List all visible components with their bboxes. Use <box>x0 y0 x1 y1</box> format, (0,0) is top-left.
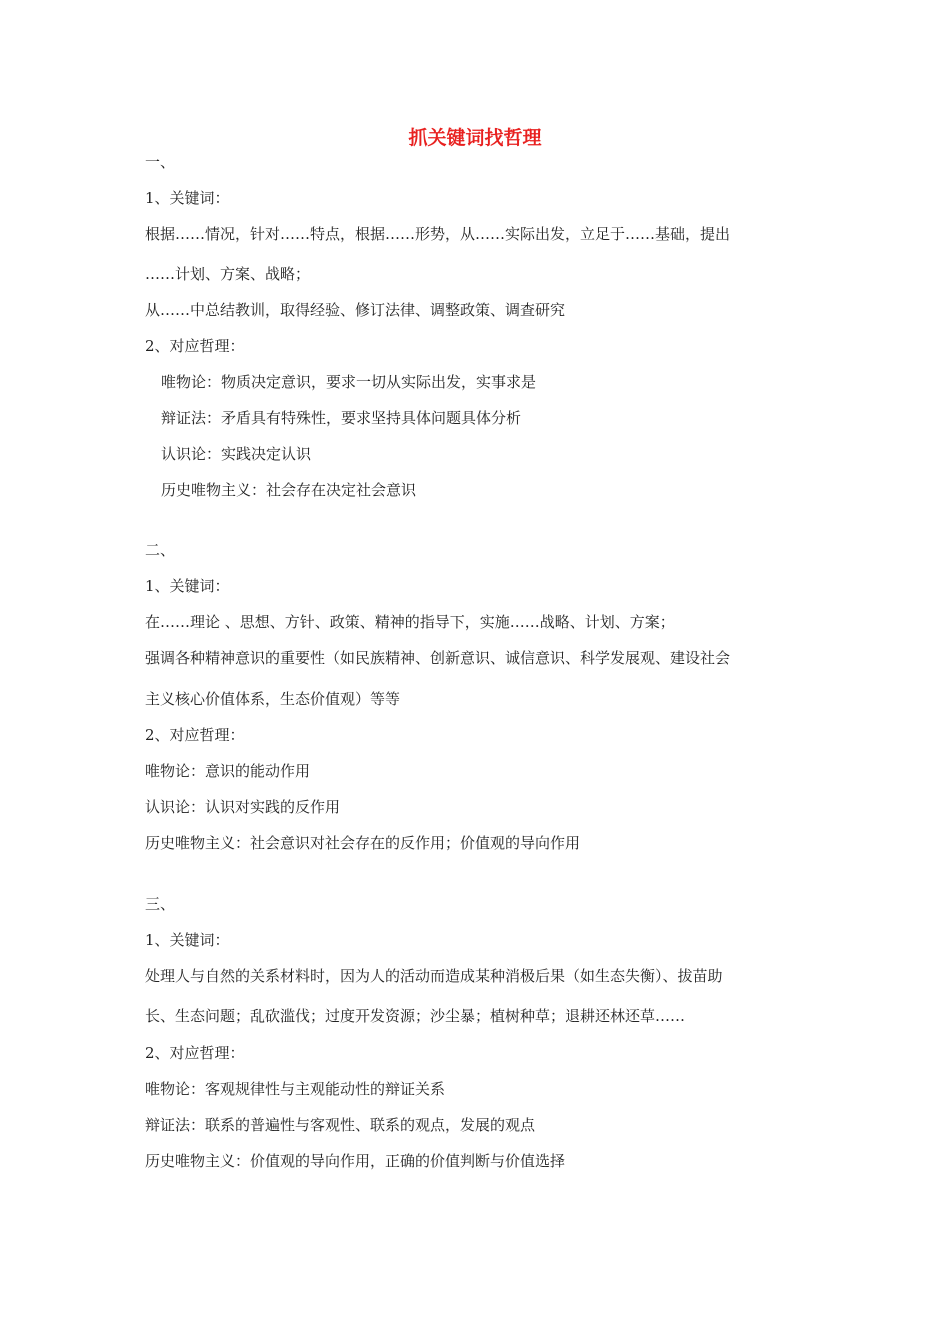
philosophy-line: 历史唯物主义：社会存在决定社会意识 <box>161 481 417 499</box>
philosophy-line: 认识论：认识对实践的反作用 <box>145 798 341 816</box>
philosophy-line: 唯物论：意识的能动作用 <box>145 762 311 780</box>
keywords-line: 长、生态问题；乱砍滥伐；过度开发资源；沙尘暴；植树种草；退耕还林还草…… <box>145 1007 686 1025</box>
section-number: 一、 <box>145 153 176 171</box>
philosophy-line: 辩证法：联系的普遍性与客观性、联系的观点，发展的观点 <box>145 1116 536 1134</box>
philosophy-heading: 2、对应哲理： <box>145 726 245 744</box>
document-title: 抓关键词找哲理 <box>408 127 542 149</box>
keywords-line: 根据……情况，针对……特点，根据……形势，从……实际出发，立足于……基础，提出 <box>145 225 731 243</box>
philosophy-heading: 2、对应哲理： <box>145 1044 245 1062</box>
keywords-heading: 1、关键词： <box>145 931 230 949</box>
philosophy-line: 唯物论：物质决定意识，要求一切从实际出发，实事求是 <box>161 373 537 391</box>
section-number: 二、 <box>145 541 176 559</box>
keywords-line: ……计划、方案、战略； <box>145 265 311 283</box>
keywords-heading: 1、关键词： <box>145 189 230 207</box>
philosophy-heading: 2、对应哲理： <box>145 337 245 355</box>
keywords-heading: 1、关键词： <box>145 577 230 595</box>
philosophy-line: 历史唯物主义：价值观的导向作用，正确的价值判断与价值选择 <box>145 1152 566 1170</box>
philosophy-line: 辩证法：矛盾具有特殊性，要求坚持具体问题具体分析 <box>161 409 522 427</box>
keywords-line: 强调各种精神意识的重要性（如民族精神、创新意识、诚信意识、科学发展观、建设社会 <box>145 649 731 667</box>
keywords-line: 处理人与自然的关系材料时，因为人的活动而造成某种消极后果（如生态失衡）、拔苗助 <box>145 967 723 985</box>
philosophy-line: 历史唯物主义：社会意识对社会存在的反作用；价值观的导向作用 <box>145 834 581 852</box>
section-number: 三、 <box>145 895 176 913</box>
philosophy-line: 认识论：实践决定认识 <box>161 445 312 463</box>
keywords-line: 在……理论 、思想、方针、政策、精神的指导下，实施……战略、计划、方案； <box>145 613 675 631</box>
philosophy-line: 唯物论：客观规律性与主观能动性的辩证关系 <box>145 1080 446 1098</box>
keywords-line: 主义核心价值体系，生态价值观）等等 <box>145 690 401 708</box>
keywords-line: 从……中总结教训，取得经验、修订法律、调整政策、调查研究 <box>145 301 566 319</box>
